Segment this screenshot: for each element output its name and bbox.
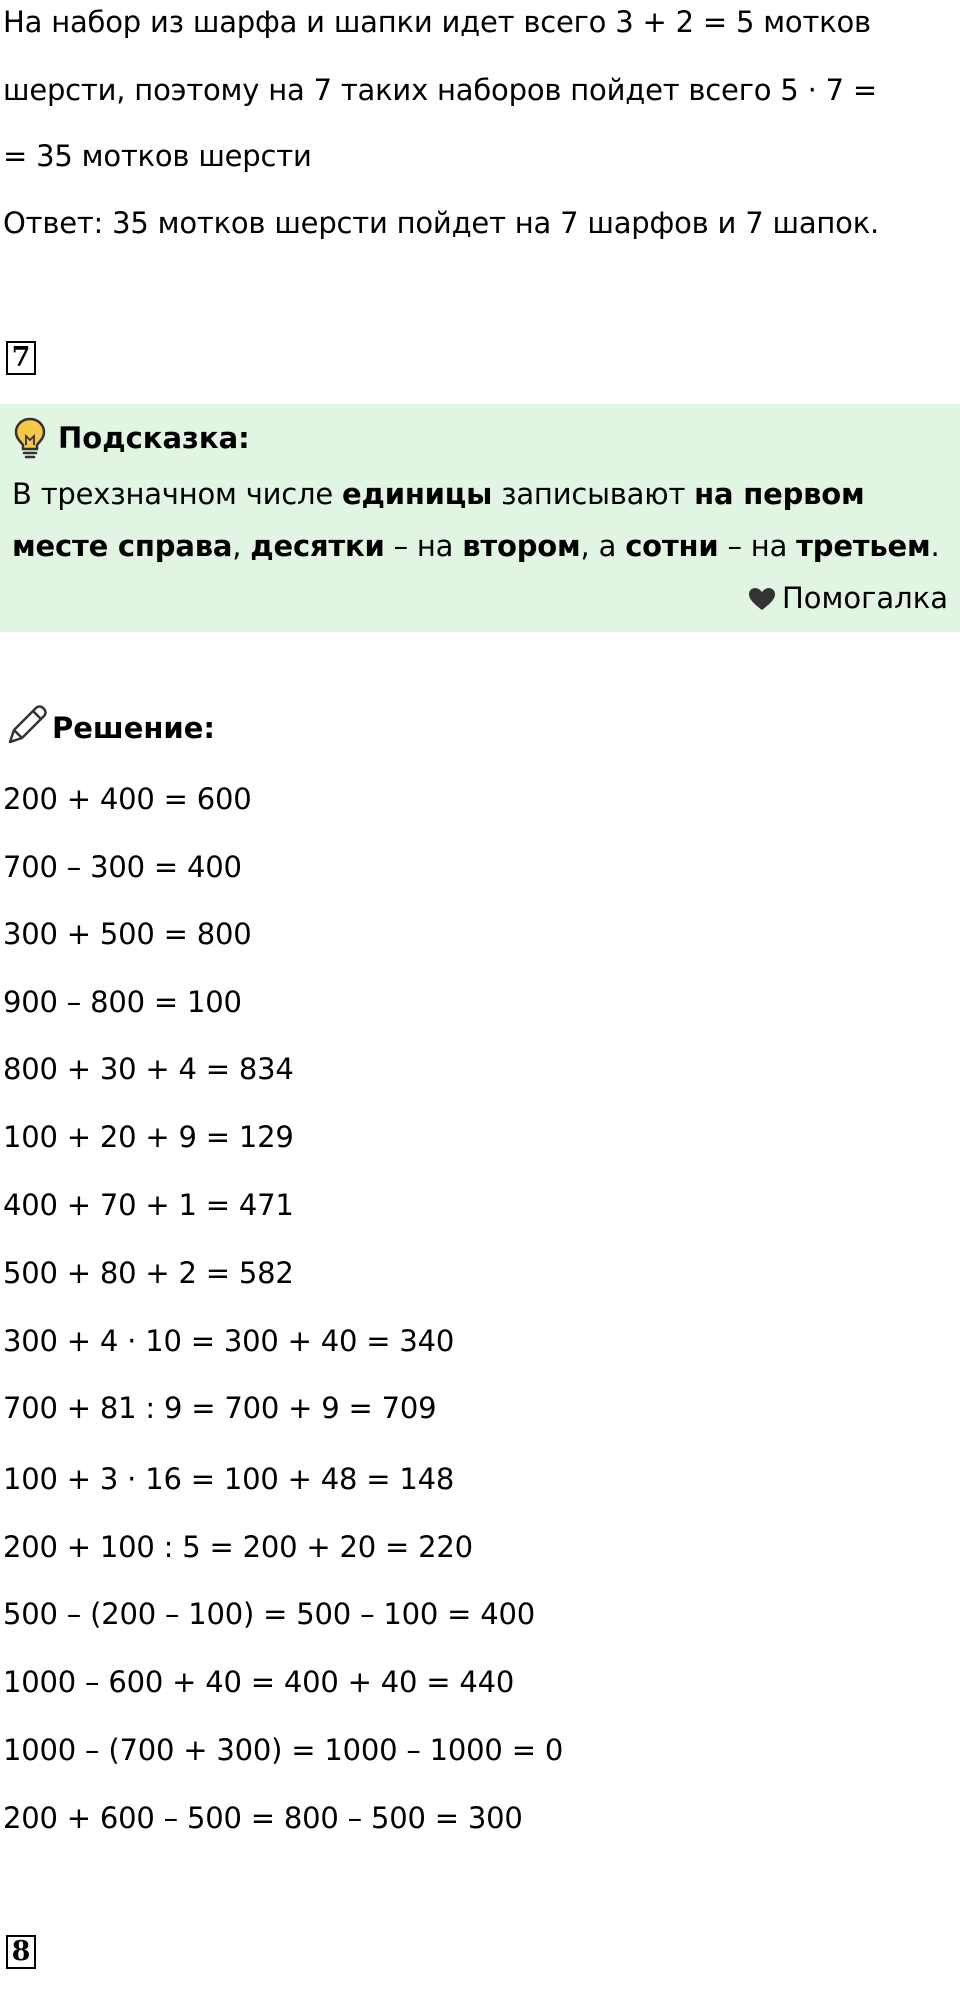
equation-line: 500 – (200 – 100) = 500 – 100 = 400 (3, 1597, 536, 1631)
intro-line: = 35 мотков шерсти (3, 139, 312, 173)
hint-line-2: месте справа, десятки – на втором, а сотни – на третьем. (12, 529, 940, 563)
equation-line: 1000 – (700 + 300) = 1000 – 1000 = 0 (3, 1733, 564, 1767)
pencil-icon (6, 702, 48, 746)
equation-line: 100 + 3 · 16 = 100 + 48 = 148 (3, 1462, 455, 1496)
answer-line: Ответ: 35 мотков шерсти пойдет на 7 шарфов и 7 шапок. (3, 206, 880, 240)
signature-text: Помогалка (782, 581, 948, 615)
equation-line: 700 – 300 = 400 (3, 850, 242, 884)
intro-line: На набор из шарфа и шапки идет всего 3 + 2 = 5 мотков (3, 5, 871, 39)
lightbulb-icon (12, 416, 48, 460)
equation-line: 200 + 600 – 500 = 800 – 500 = 300 (3, 1801, 523, 1835)
task-number-7: 7 (6, 341, 36, 375)
hint-signature (748, 578, 948, 618)
intro-line: шерсти, поэтому на 7 таких наборов пойдет всего 5 · 7 = (3, 73, 877, 107)
equation-line: 800 + 30 + 4 = 834 (3, 1052, 294, 1086)
equation-line: 400 + 70 + 1 = 471 (3, 1188, 294, 1222)
equation-line: 700 + 81 : 9 = 700 + 9 = 709 (3, 1391, 437, 1425)
equation-line: 100 + 20 + 9 = 129 (3, 1120, 294, 1154)
task-number-8: 8 (6, 1935, 36, 1969)
equation-line: 900 – 800 = 100 (3, 985, 242, 1019)
equation-line: 500 + 80 + 2 = 582 (3, 1256, 294, 1290)
equation-line: 300 + 4 · 10 = 300 + 40 = 340 (3, 1324, 455, 1358)
equation-line: 1000 – 600 + 40 = 400 + 40 = 440 (3, 1665, 515, 1699)
hint-title: Подсказка: (58, 421, 250, 455)
equation-line: 300 + 500 = 800 (3, 917, 252, 951)
solution-title: Решение: (52, 711, 216, 745)
hint-box (0, 404, 960, 632)
heart-icon (748, 587, 776, 611)
equation-line: 200 + 400 = 600 (3, 782, 252, 816)
hint-line-1: В трехзначном числе единицы записывают на первом (12, 477, 865, 511)
equation-line: 200 + 100 : 5 = 200 + 20 = 220 (3, 1530, 473, 1564)
